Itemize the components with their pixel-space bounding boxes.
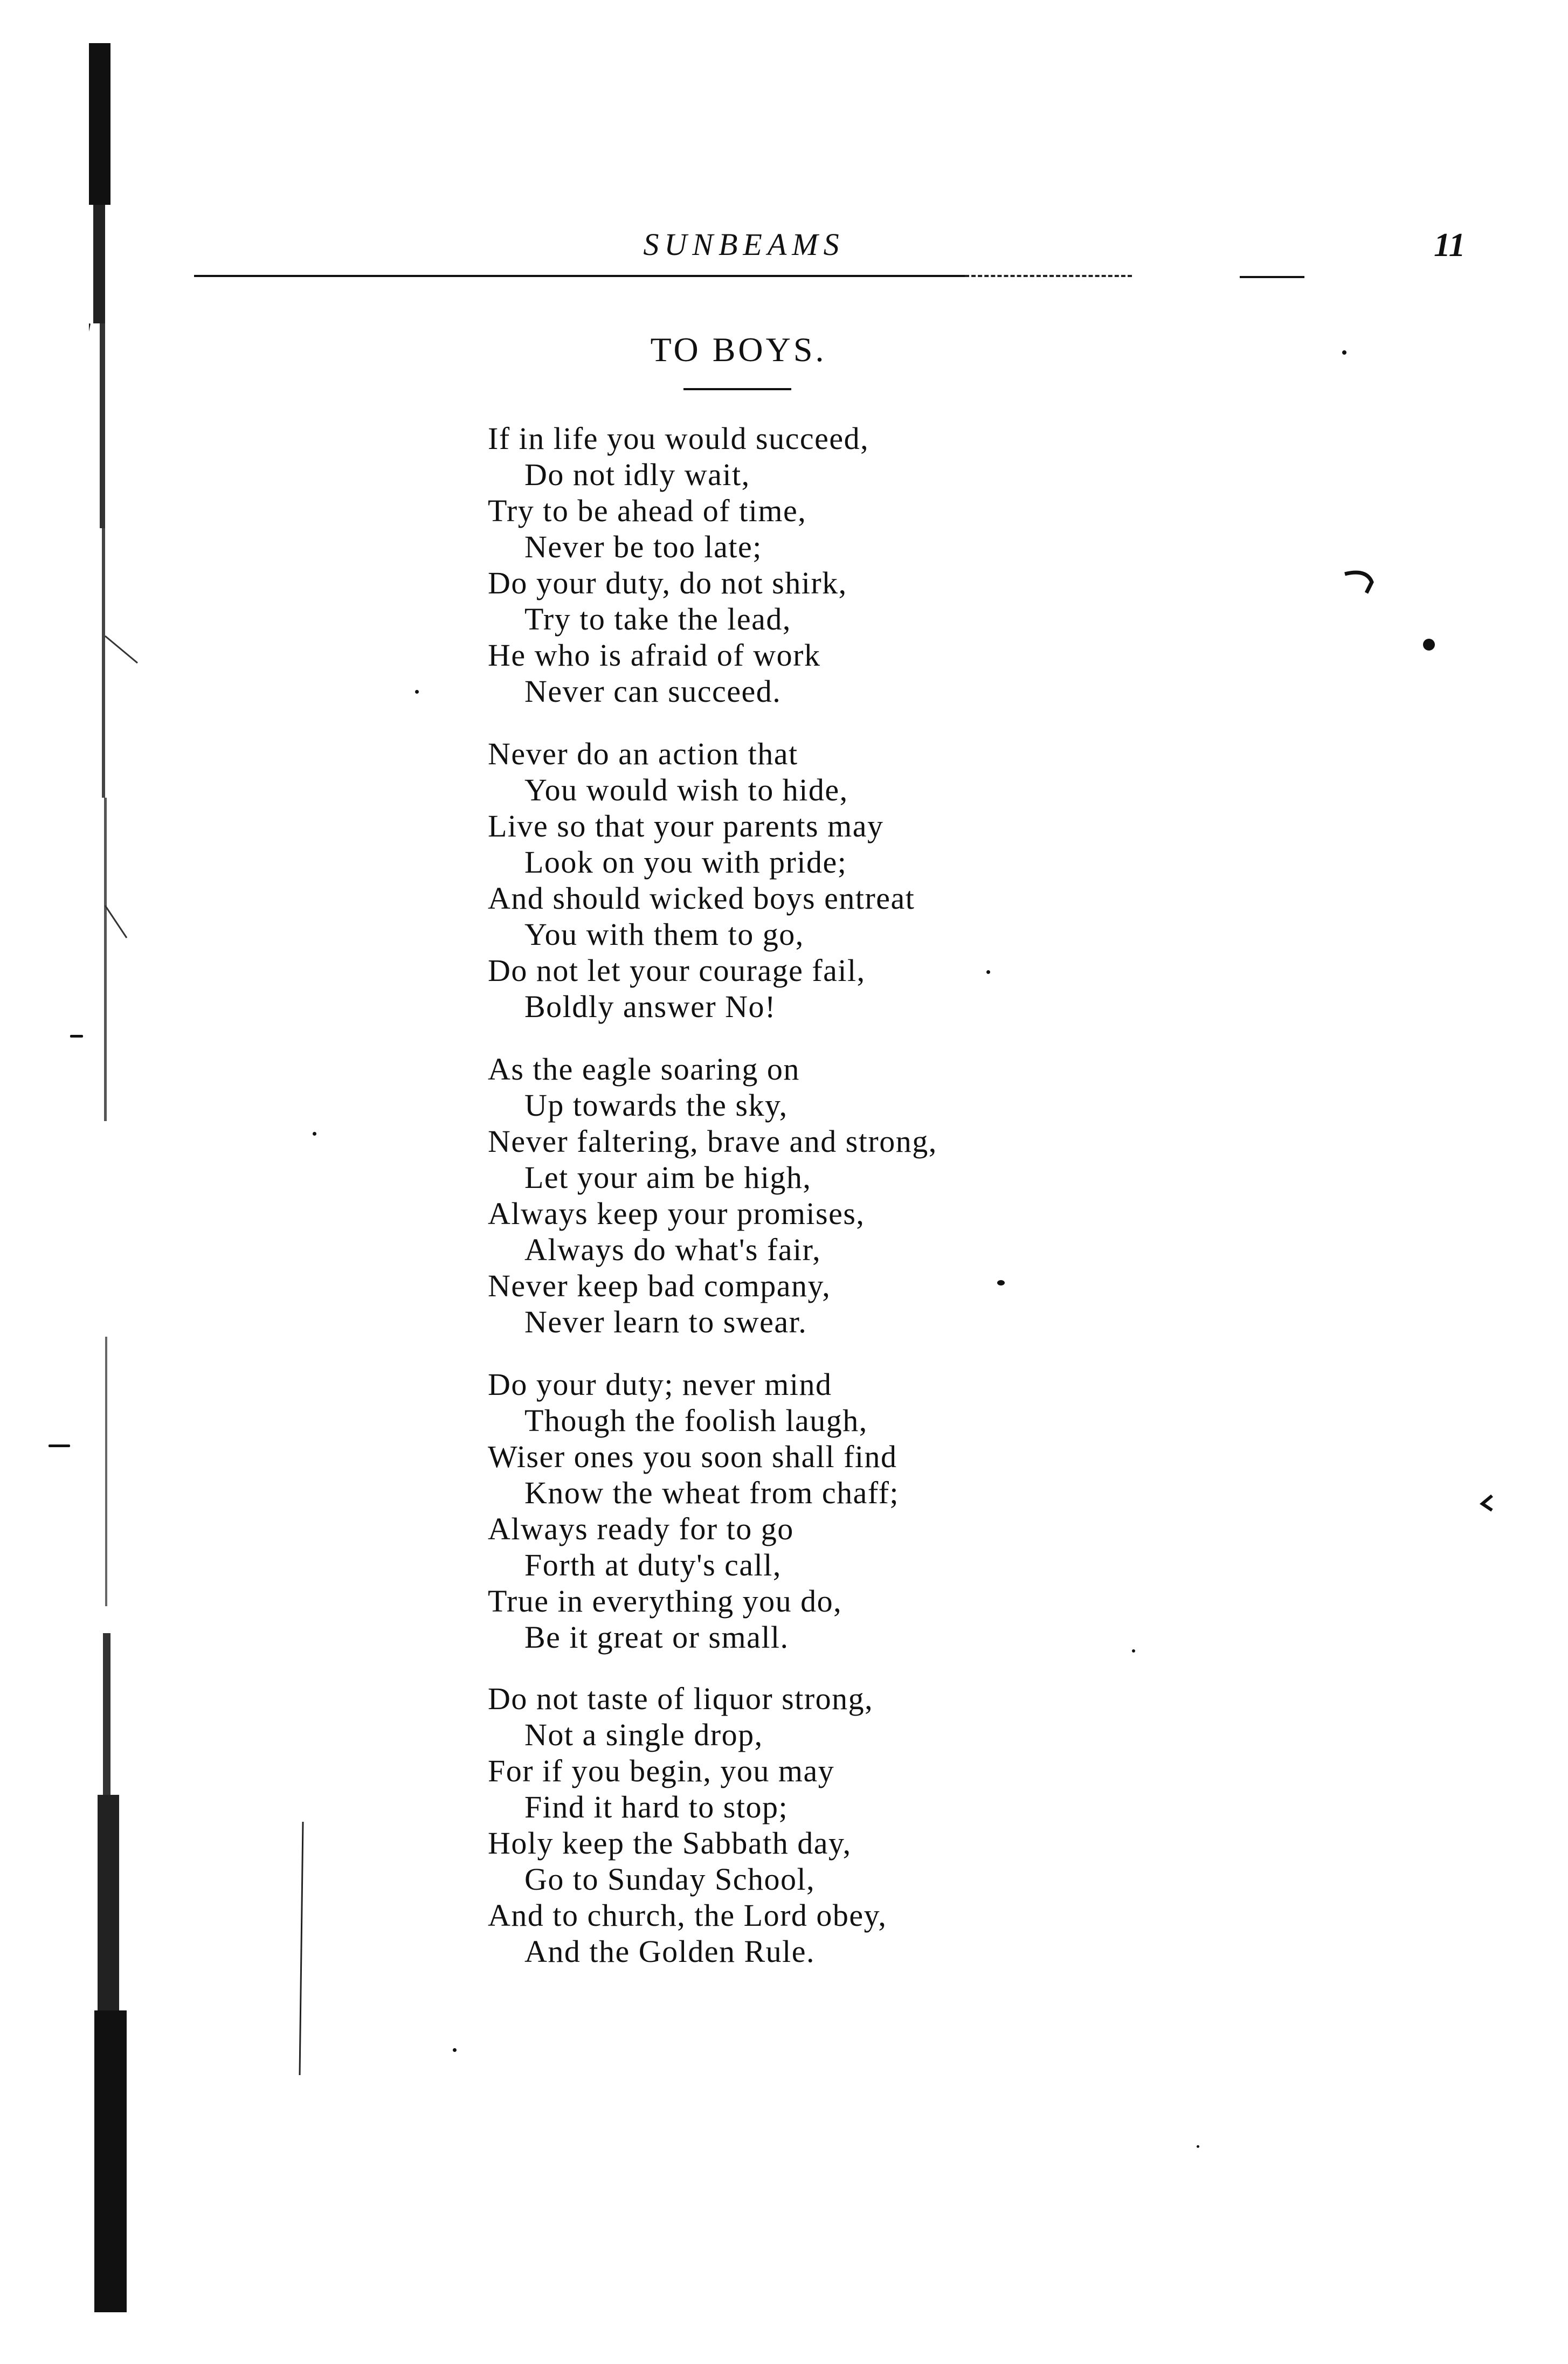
scan-speck bbox=[986, 970, 990, 974]
poem-line: And the Golden Rule. bbox=[524, 1934, 816, 1969]
scan-speck bbox=[453, 2048, 457, 2052]
scan-stroke-mark bbox=[296, 1822, 307, 2075]
poem-line: Try to take the lead, bbox=[524, 602, 791, 637]
poem-line: If in life you would succeed, bbox=[488, 421, 869, 456]
scan-speck bbox=[1342, 350, 1346, 355]
poem-line: Forth at duty's call, bbox=[524, 1547, 782, 1582]
poem-line: Always ready for to go bbox=[488, 1511, 794, 1546]
poem-line: As the eagle soaring on bbox=[488, 1052, 800, 1087]
stanza-5 bbox=[488, 1681, 1242, 1969]
poem-line: You would wish to hide, bbox=[524, 772, 848, 807]
poem-line: And should wicked boys entreat bbox=[488, 881, 915, 916]
poem-line: Always keep your promises, bbox=[488, 1196, 865, 1231]
poem-line: Never keep bad company, bbox=[488, 1268, 831, 1303]
poem-line: Boldly answer No! bbox=[524, 989, 776, 1024]
poem-line: Though the foolish laugh, bbox=[524, 1403, 868, 1438]
poem-line: You with them to go, bbox=[524, 917, 804, 952]
poem-line: Never be too late; bbox=[524, 529, 762, 564]
poem-line: Always do what's fair, bbox=[524, 1232, 821, 1267]
header-rule-right bbox=[1240, 276, 1304, 278]
poem-line: Wiser ones you soon shall find bbox=[488, 1439, 897, 1474]
poem-line: Never do an action that bbox=[488, 736, 798, 771]
header-rule-dashed bbox=[965, 275, 1132, 277]
poem-line: Try to be ahead of time, bbox=[488, 493, 807, 528]
poem-line: Let your aim be high, bbox=[524, 1160, 812, 1195]
poem-line: Do not taste of liquor strong, bbox=[488, 1681, 874, 1716]
scan-speck bbox=[1132, 1649, 1135, 1653]
page-number: 11 bbox=[1434, 227, 1466, 264]
scan-speck bbox=[1197, 2145, 1199, 2148]
poem-line: Do not let your courage fail, bbox=[488, 953, 866, 988]
poem-line: Do your duty; never mind bbox=[488, 1367, 832, 1402]
running-title: SUNBEAMS bbox=[643, 227, 845, 262]
poem-line: Never learn to swear. bbox=[524, 1304, 807, 1339]
scan-speck bbox=[70, 1035, 83, 1038]
poem-line: For if you begin, you may bbox=[488, 1753, 835, 1788]
poem-line: Be it great or small. bbox=[524, 1620, 789, 1655]
scan-speck bbox=[997, 1280, 1005, 1285]
poem-line: True in everything you do, bbox=[488, 1584, 842, 1619]
scan-curve-mark bbox=[1477, 1493, 1498, 1515]
stanza-1 bbox=[488, 420, 1242, 709]
poem-line: Live so that your parents may bbox=[488, 808, 884, 844]
poem-line: Up towards the sky, bbox=[524, 1088, 788, 1123]
poem-line: He who is afraid of work bbox=[488, 638, 821, 673]
stanza-3 bbox=[488, 1051, 1242, 1340]
poem-line: Look on you with pride; bbox=[524, 845, 847, 880]
stanza-2 bbox=[488, 736, 1242, 1025]
scan-speck bbox=[1423, 639, 1435, 651]
poem-line: Never faltering, brave and strong, bbox=[488, 1124, 937, 1159]
poem-title: TO BOYS. bbox=[650, 330, 827, 369]
scan-speck bbox=[313, 1132, 316, 1136]
poem-line: Holy keep the Sabbath day, bbox=[488, 1826, 852, 1861]
binding-edge bbox=[89, 43, 170, 2318]
header-rule bbox=[194, 275, 965, 277]
poem-line: And to church, the Lord obey, bbox=[488, 1898, 887, 1933]
title-rule bbox=[683, 388, 791, 390]
poem-line: Find it hard to stop; bbox=[524, 1789, 789, 1824]
stanza-4 bbox=[488, 1366, 1242, 1655]
poem-line: Go to Sunday School, bbox=[524, 1862, 816, 1897]
poem-line: Never can succeed. bbox=[524, 674, 782, 709]
poem-line: Do your duty, do not shirk, bbox=[488, 565, 847, 600]
scan-speck bbox=[49, 1444, 70, 1447]
scan-curve-mark bbox=[1342, 569, 1385, 601]
scan-speck bbox=[415, 690, 419, 694]
poem-line: Know the wheat from chaff; bbox=[524, 1475, 900, 1510]
poem-line: Do not idly wait, bbox=[524, 457, 750, 492]
binding-edge-texture bbox=[89, 43, 170, 2318]
poem-line: Not a single drop, bbox=[524, 1717, 763, 1752]
